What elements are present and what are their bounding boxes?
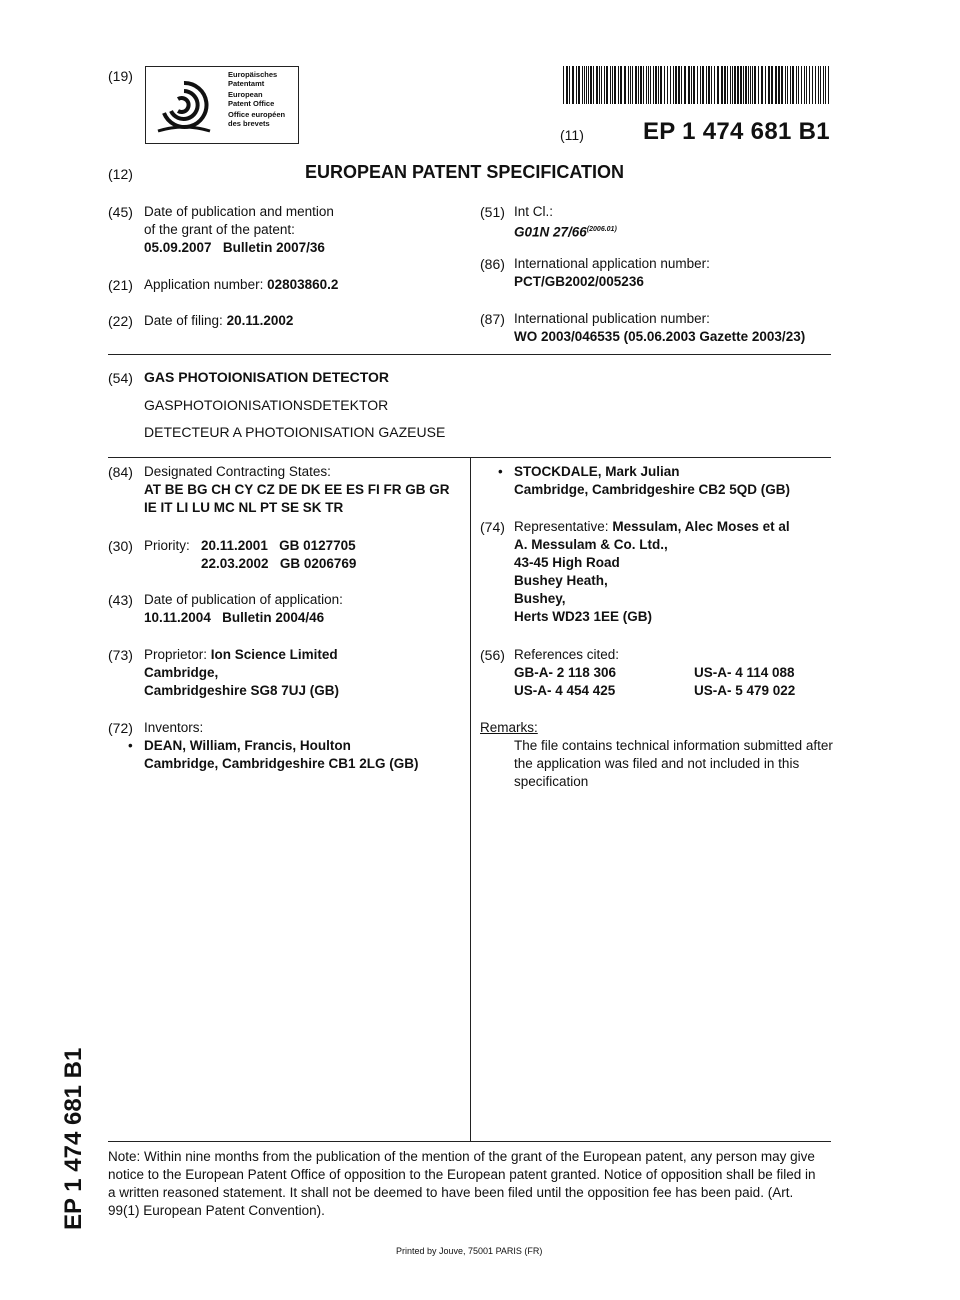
barcode-bar bbox=[658, 66, 659, 104]
side-patent-number: EP 1 474 681 B1 bbox=[60, 1047, 87, 1230]
barcode-bar bbox=[758, 66, 759, 104]
intl-application-field bbox=[514, 255, 710, 291]
field-label: Designated Contracting States: bbox=[144, 464, 331, 479]
barcode-bar bbox=[620, 66, 622, 104]
int-cl-field bbox=[514, 203, 617, 242]
barcode-bar bbox=[818, 66, 819, 104]
inid-code-56: (56) bbox=[480, 647, 505, 663]
column-divider bbox=[470, 457, 471, 1141]
barcode-bar bbox=[785, 66, 786, 104]
representative-line: Herts WD23 1EE (GB) bbox=[514, 609, 653, 624]
barcode-bar bbox=[572, 66, 574, 104]
barcode-bar bbox=[737, 66, 739, 104]
priority-label: Priority: bbox=[144, 538, 190, 553]
barcode-bar bbox=[655, 66, 657, 104]
field-label: Int Cl.: bbox=[514, 204, 554, 219]
reference-item: US-A- 4 454 425 bbox=[514, 683, 616, 698]
remarks-line: the application was filed and not included in this bbox=[514, 756, 800, 771]
document-type: EUROPEAN PATENT SPECIFICATION bbox=[305, 162, 625, 182]
inid-code-54: (54) bbox=[108, 370, 133, 386]
barcode-bar bbox=[801, 66, 802, 104]
barcode-bar bbox=[792, 66, 794, 104]
inid-code-11: (11) bbox=[560, 127, 584, 143]
barcode-bar bbox=[809, 66, 810, 104]
filing-date-value: 20.11.2002 bbox=[226, 313, 294, 328]
barcode-bar bbox=[823, 66, 824, 104]
barcode-bar bbox=[748, 66, 749, 104]
inid-code-43: (43) bbox=[108, 592, 133, 608]
barcode-bar bbox=[714, 66, 715, 104]
proprietor-field bbox=[144, 646, 339, 700]
barcode-bar bbox=[790, 66, 791, 104]
note-line: Note: Within nine months from the publication of the mention of the grant of the European patent, any person may give bbox=[108, 1149, 815, 1164]
barcode-bar bbox=[586, 66, 587, 104]
office-names bbox=[228, 71, 285, 129]
remarks-line: The file contains technical information submitted after bbox=[514, 738, 833, 753]
inventor-2 bbox=[514, 463, 790, 499]
reference-item: US-A- 4 114 088 bbox=[694, 665, 795, 680]
divider bbox=[108, 354, 831, 355]
barcode-bar bbox=[593, 66, 594, 104]
office-name-line: Office européen bbox=[228, 110, 286, 120]
barcode-bar bbox=[752, 66, 753, 104]
barcode-bar bbox=[576, 66, 577, 104]
inid-code-12: (12) bbox=[108, 166, 133, 182]
proprietor-address-line: Cambridgeshire SG8 7UJ (GB) bbox=[144, 683, 340, 698]
barcode-bar bbox=[820, 66, 821, 104]
barcode-bar bbox=[721, 66, 723, 104]
field-label: Application number: bbox=[144, 277, 264, 292]
proprietor-address-line: Cambridge, bbox=[144, 665, 219, 680]
representative-line: Bushey, bbox=[514, 591, 566, 606]
barcode-bar bbox=[765, 66, 766, 104]
barcode-bar bbox=[745, 66, 747, 104]
field-label: Date of publication of application: bbox=[144, 592, 343, 607]
barcode-bar bbox=[630, 66, 631, 104]
field-label: Proprietor: bbox=[144, 647, 208, 662]
inid-code-84: (84) bbox=[108, 464, 133, 480]
title-de: GASPHOTOIONISATIONSDETEKTOR bbox=[144, 397, 389, 413]
barcode-bar bbox=[787, 66, 788, 104]
barcode-bar bbox=[632, 66, 633, 104]
barcode bbox=[563, 66, 831, 104]
barcode-bar bbox=[640, 66, 642, 104]
inventor-address: Cambridge, Cambridgeshire CB2 5QD (GB) bbox=[514, 482, 791, 497]
barcode-bar bbox=[660, 66, 662, 104]
inid-code-21: (21) bbox=[108, 277, 133, 293]
inid-code-74: (74) bbox=[480, 519, 505, 535]
application-publication-field bbox=[144, 591, 343, 627]
barcode-bar bbox=[646, 66, 647, 104]
designated-states-field bbox=[144, 463, 450, 517]
bullet-icon: • bbox=[128, 738, 133, 753]
barcode-bar bbox=[653, 66, 654, 104]
office-name-line: European bbox=[228, 90, 263, 100]
representative-line: Bushey Heath, bbox=[514, 573, 608, 588]
barcode-bar bbox=[681, 66, 682, 104]
barcode-bar bbox=[730, 66, 731, 104]
barcode-bar bbox=[804, 66, 805, 104]
barcode-bar bbox=[667, 66, 668, 104]
barcode-bar bbox=[740, 66, 742, 104]
field-label: of the grant of the patent: bbox=[144, 222, 295, 237]
inventor-address: Cambridge, Cambridgeshire CB1 2LG (GB) bbox=[144, 756, 419, 771]
barcode-bar bbox=[724, 66, 726, 104]
barcode-bar bbox=[727, 66, 728, 104]
printer-line: Printed by Jouve, 75001 PARIS (FR) bbox=[396, 1246, 543, 1256]
title-fr: DETECTEUR A PHOTOIONISATION GAZEUSE bbox=[144, 424, 446, 440]
barcode-bar bbox=[675, 66, 677, 104]
grant-date-value: 05.09.2007 Bulletin 2007/36 bbox=[144, 240, 325, 255]
filing-date-field bbox=[144, 312, 293, 330]
designated-states-line: IE IT LI LU MC NL PT SE SK TR bbox=[144, 500, 344, 515]
patent-number: EP 1 474 681 B1 bbox=[643, 118, 830, 145]
barcode-bar bbox=[775, 66, 777, 104]
reference-item: GB-A- 2 118 306 bbox=[514, 665, 617, 680]
grant-date-field bbox=[144, 203, 334, 257]
barcode-bar bbox=[796, 66, 797, 104]
int-cl-value: G01N 27/66 bbox=[514, 224, 587, 240]
inid-code-87: (87) bbox=[480, 311, 505, 327]
inid-code-86: (86) bbox=[480, 256, 505, 272]
references-list bbox=[514, 664, 834, 700]
application-number-value: 02803860.2 bbox=[267, 277, 339, 292]
barcode-bar bbox=[638, 66, 639, 104]
remarks-label: Remarks: bbox=[480, 720, 538, 735]
office-name-line: Patentamt bbox=[228, 78, 265, 88]
note-line: 99(1) European Patent Convention). bbox=[108, 1203, 325, 1218]
barcode-bar bbox=[590, 66, 592, 104]
barcode-bar bbox=[761, 66, 763, 104]
barcode-bar bbox=[708, 66, 710, 104]
barcode-bar bbox=[635, 66, 637, 104]
representative-name: Messulam, Alec Moses et al bbox=[612, 519, 790, 534]
inventors-label: Inventors: bbox=[144, 720, 204, 735]
field-label: Date of filing: bbox=[144, 313, 223, 328]
intl-publication-field bbox=[514, 310, 805, 346]
barcode-bar bbox=[700, 66, 701, 104]
title-en: GAS PHOTOIONISATION DETECTOR bbox=[144, 369, 390, 385]
barcode-bar bbox=[604, 66, 605, 104]
barcode-bar bbox=[650, 66, 651, 104]
barcode-bar bbox=[624, 66, 626, 104]
barcode-bar bbox=[798, 66, 799, 104]
inventor-name: STOCKDALE, Mark Julian bbox=[514, 464, 680, 479]
barcode-bar bbox=[688, 66, 690, 104]
intl-application-value: PCT/GB2002/005236 bbox=[514, 274, 644, 289]
barcode-bar bbox=[825, 66, 826, 104]
barcode-bar bbox=[702, 66, 704, 104]
field-label: Date of publication and mention bbox=[144, 204, 334, 219]
barcode-bar bbox=[596, 66, 598, 104]
barcode-bar bbox=[610, 66, 611, 104]
barcode-bar bbox=[691, 66, 692, 104]
barcode-bar bbox=[578, 66, 580, 104]
barcode-bar bbox=[673, 66, 674, 104]
note-line: notice to the European Patent Office of opposition to the European patent granted. Notice of opposition shall be filed in bbox=[108, 1167, 816, 1182]
barcode-bar bbox=[711, 66, 712, 104]
references-label: References cited: bbox=[514, 647, 620, 662]
barcode-bar bbox=[732, 66, 733, 104]
field-label: International application number: bbox=[514, 256, 710, 271]
inid-code-51: (51) bbox=[480, 204, 505, 220]
barcode-bar bbox=[684, 66, 686, 104]
barcode-bar bbox=[754, 66, 756, 104]
designated-states-line: AT BE BG CH CY CZ DE DK EE ES FI FR GB GR bbox=[144, 482, 450, 497]
priority-line: 22.03.2002 GB 0206769 bbox=[201, 556, 357, 571]
barcode-bar bbox=[743, 66, 744, 104]
application-number-field bbox=[144, 276, 338, 294]
inventor-1 bbox=[144, 737, 419, 773]
barcode-bar bbox=[664, 66, 665, 104]
divider bbox=[108, 1141, 831, 1142]
inid-code-19: (19) bbox=[108, 68, 133, 84]
intl-publication-value: WO 2003/046535 (05.06.2003 Gazette 2003/23) bbox=[514, 329, 806, 344]
remarks-line: specification bbox=[514, 774, 589, 789]
barcode-bar bbox=[806, 66, 807, 104]
barcode-bar bbox=[828, 66, 829, 104]
barcode-bar bbox=[569, 66, 570, 104]
barcode-bar bbox=[563, 66, 564, 104]
barcode-bar bbox=[778, 66, 780, 104]
barcode-bar bbox=[599, 66, 600, 104]
barcode-bar bbox=[584, 66, 585, 104]
barcode-bar bbox=[693, 66, 695, 104]
opposition-note bbox=[108, 1148, 831, 1220]
inventor-name: DEAN, William, Francis, Houlton bbox=[144, 738, 351, 753]
note-line: a written reasoned statement. It shall not be deemed to have been filed until the opposition fee has been paid. (Art. bbox=[108, 1185, 794, 1200]
barcode-bar bbox=[768, 66, 770, 104]
priority-values bbox=[201, 537, 356, 573]
barcode-bar bbox=[618, 66, 619, 104]
office-name-line: Patent Office bbox=[228, 98, 275, 108]
field-label: Representative: bbox=[514, 519, 609, 534]
epo-logo-icon bbox=[154, 73, 214, 137]
barcode-bar bbox=[614, 66, 616, 104]
int-cl-version: (2006.01) bbox=[586, 226, 617, 233]
barcode-bar bbox=[588, 66, 589, 104]
representative-line: A. Messulam & Co. Ltd., bbox=[514, 537, 668, 552]
barcode-bar bbox=[612, 66, 613, 104]
barcode-bar bbox=[678, 66, 680, 104]
barcode-bar bbox=[717, 66, 719, 104]
reference-item: US-A- 5 479 022 bbox=[694, 683, 796, 698]
barcode-bar bbox=[582, 66, 583, 104]
bullet-icon: • bbox=[498, 464, 503, 479]
application-publication-value: 10.11.2004 Bulletin 2004/46 bbox=[144, 610, 325, 625]
barcode-bar bbox=[648, 66, 649, 104]
office-name-line: Europäisches bbox=[228, 70, 278, 79]
inid-code-73: (73) bbox=[108, 647, 133, 663]
proprietor-name: Ion Science Limited bbox=[210, 647, 338, 662]
barcode-bar bbox=[734, 66, 736, 104]
barcode-bar bbox=[812, 66, 813, 104]
barcode-bar bbox=[750, 66, 751, 104]
barcode-bar bbox=[697, 66, 698, 104]
office-name-line: des brevets bbox=[228, 118, 270, 128]
representative-line: 43-45 High Road bbox=[514, 555, 620, 570]
barcode-bar bbox=[601, 66, 602, 104]
barcode-bar bbox=[628, 66, 629, 104]
barcode-bar bbox=[670, 66, 671, 104]
barcode-bar bbox=[781, 66, 783, 104]
barcode-bar bbox=[706, 66, 707, 104]
barcode-bar bbox=[815, 66, 816, 104]
field-label: International publication number: bbox=[514, 311, 710, 326]
inid-code-72: (72) bbox=[108, 720, 133, 736]
barcode-bar bbox=[771, 66, 773, 104]
remarks-text bbox=[514, 737, 833, 791]
barcode-bar bbox=[643, 66, 644, 104]
representative-field bbox=[514, 518, 790, 626]
epo-logo-box bbox=[145, 66, 299, 144]
inid-code-22: (22) bbox=[108, 313, 133, 329]
barcode-bar bbox=[566, 66, 568, 104]
priority-line: 20.11.2001 GB 0127705 bbox=[201, 538, 356, 553]
inid-code-30: (30) bbox=[108, 538, 133, 554]
barcode-bar bbox=[606, 66, 608, 104]
inid-code-45: (45) bbox=[108, 204, 133, 220]
